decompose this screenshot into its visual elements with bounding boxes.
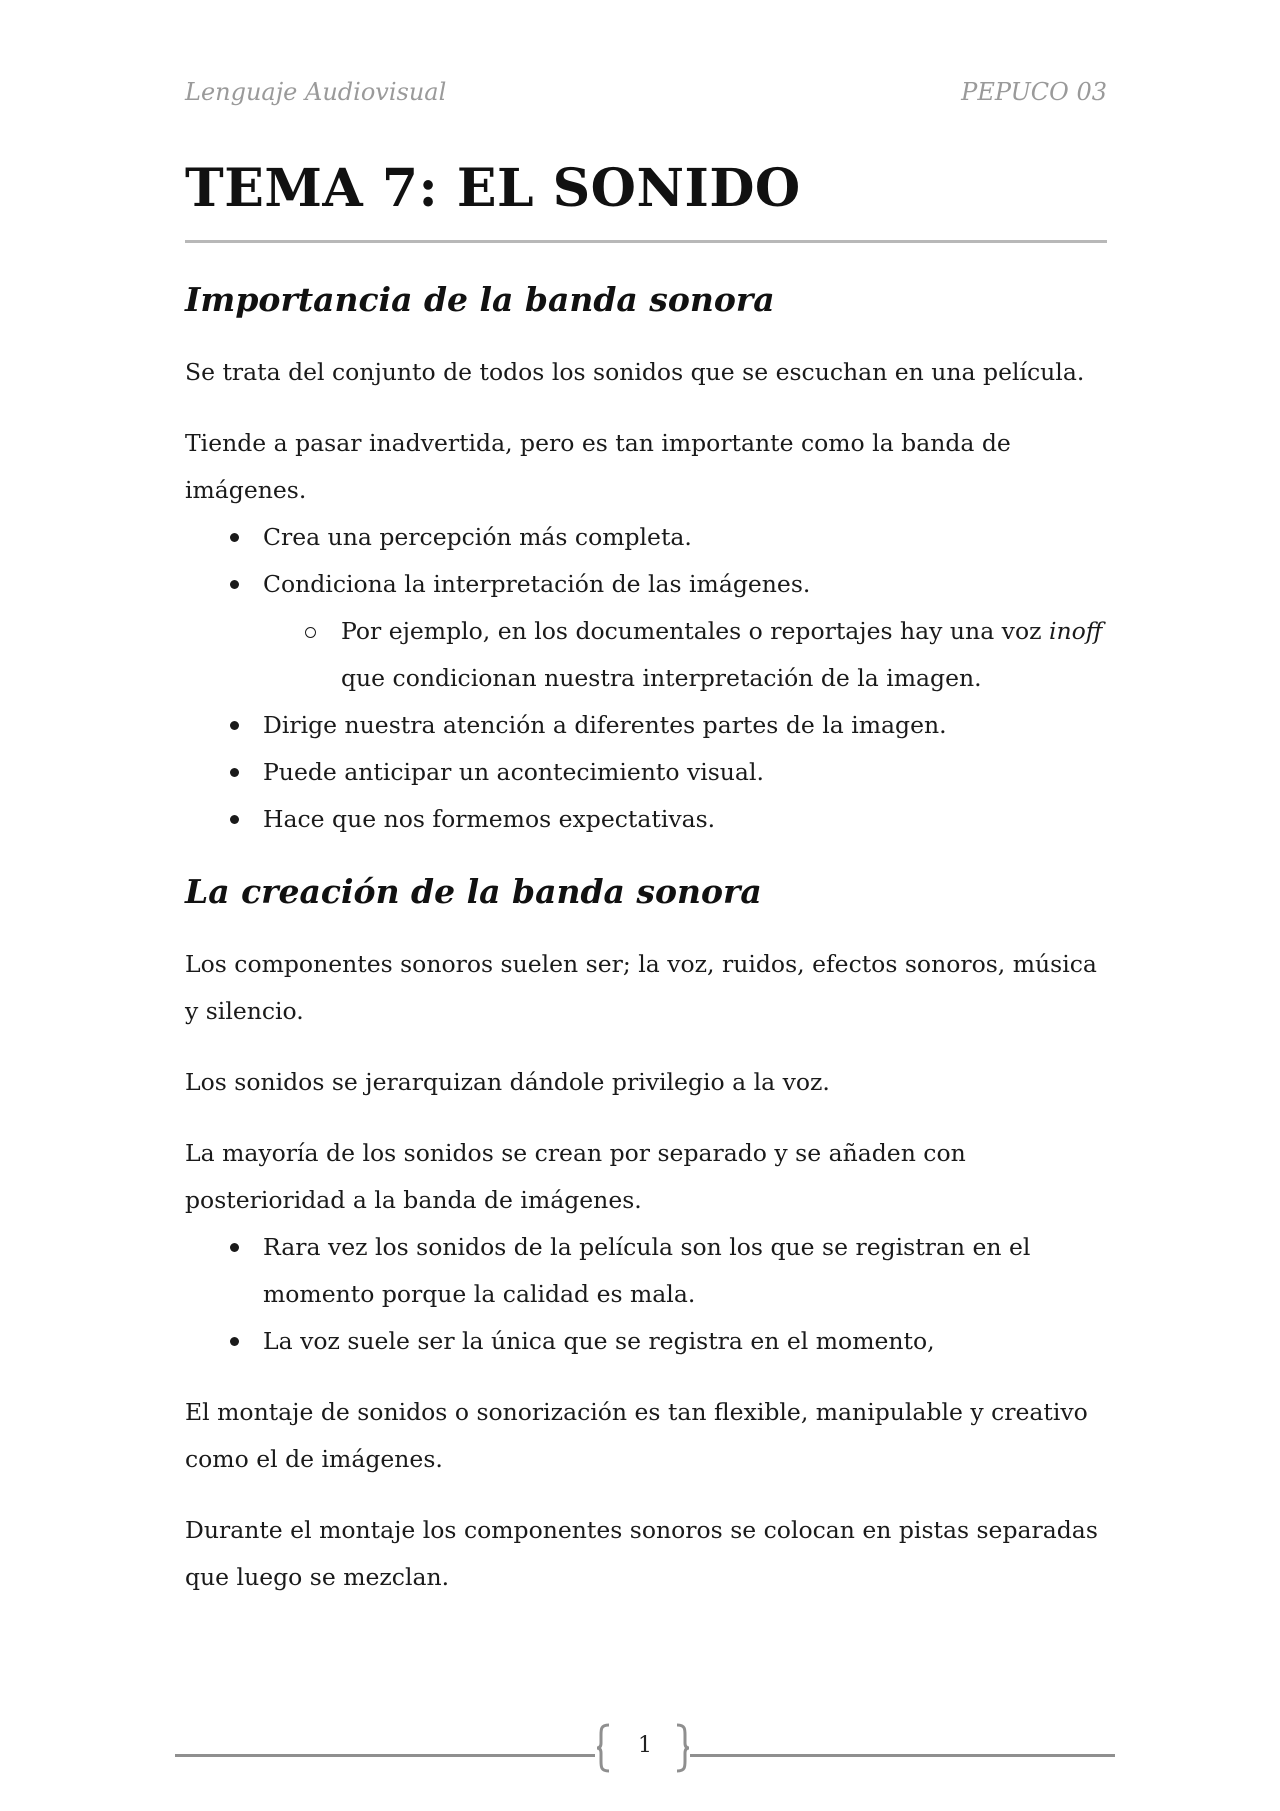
bullet-item: La voz suele ser la única que se registra en el momento, [185,1318,1107,1365]
italic-term: inoff [1048,617,1103,645]
bullet-item-text: Condiciona la interpretación de las imágenes. [263,570,811,598]
sub-bullet-list [263,608,1107,702]
running-header-left: Lenguaje Audiovisual [185,78,447,106]
paragraph: El montaje de sonidos o sonorización es tan flexible, manipulable y creativo como el de imágenes. [185,1398,1088,1473]
page-title: TEMA 7: EL SONIDO [185,158,801,219]
paragraph: Los componentes sonoros suelen ser; la voz, ruidos, efectos sonoros, música y silencio. [185,950,1097,1025]
bullet-item: Puede anticipar un acontecimiento visual. [185,749,1107,796]
bullet-list [185,514,1107,843]
footer-rule-left [175,1754,595,1757]
title-divider [185,240,1107,243]
paragraph: Durante el montaje los componentes sonoros se colocan en pistas separadas que luego se mezclan. [185,1516,1098,1591]
bullet-item: Dirige nuestra atención a diferentes partes de la imagen. [185,702,1107,749]
bullet-item: Crea una percepción más completa. [185,514,1107,561]
section-heading-importancia: Importancia de la banda sonora [185,280,775,319]
running-header-right: PEPUCO 03 [961,78,1107,106]
paragraph: Tiende a pasar inadvertida, pero es tan importante como la banda de imágenes. [185,429,1011,504]
bullet-list [185,1224,1107,1365]
left-brace-icon [596,1723,612,1773]
document-body [185,275,1107,1601]
paragraph: Se trata del conjunto de todos los sonidos que se escuchan en una película. [185,358,1085,386]
paragraph: La mayoría de los sonidos se crean por separado y se añaden con posterioridad a la banda de imágenes. [185,1139,966,1214]
bullet-item [185,561,1107,702]
sub-bullet-item: Por ejemplo, en los documentales o reportajes hay una voz inoff que condicionan nuestra interpretación de la imagen. [263,608,1107,702]
bullet-item: Rara vez los sonidos de la película son los que se registran en el momento porque la calidad es mala. [185,1224,1107,1318]
page-number: 1 [638,1733,652,1758]
bullet-item: Hace que nos formemos expectativas. [185,796,1107,843]
footer-rule-right [690,1754,1115,1757]
section-heading-creacion: La creación de la banda sonora [185,872,762,911]
paragraph: Los sonidos se jerarquizan dándole privilegio a la voz. [185,1068,830,1096]
right-brace-icon [674,1723,690,1773]
